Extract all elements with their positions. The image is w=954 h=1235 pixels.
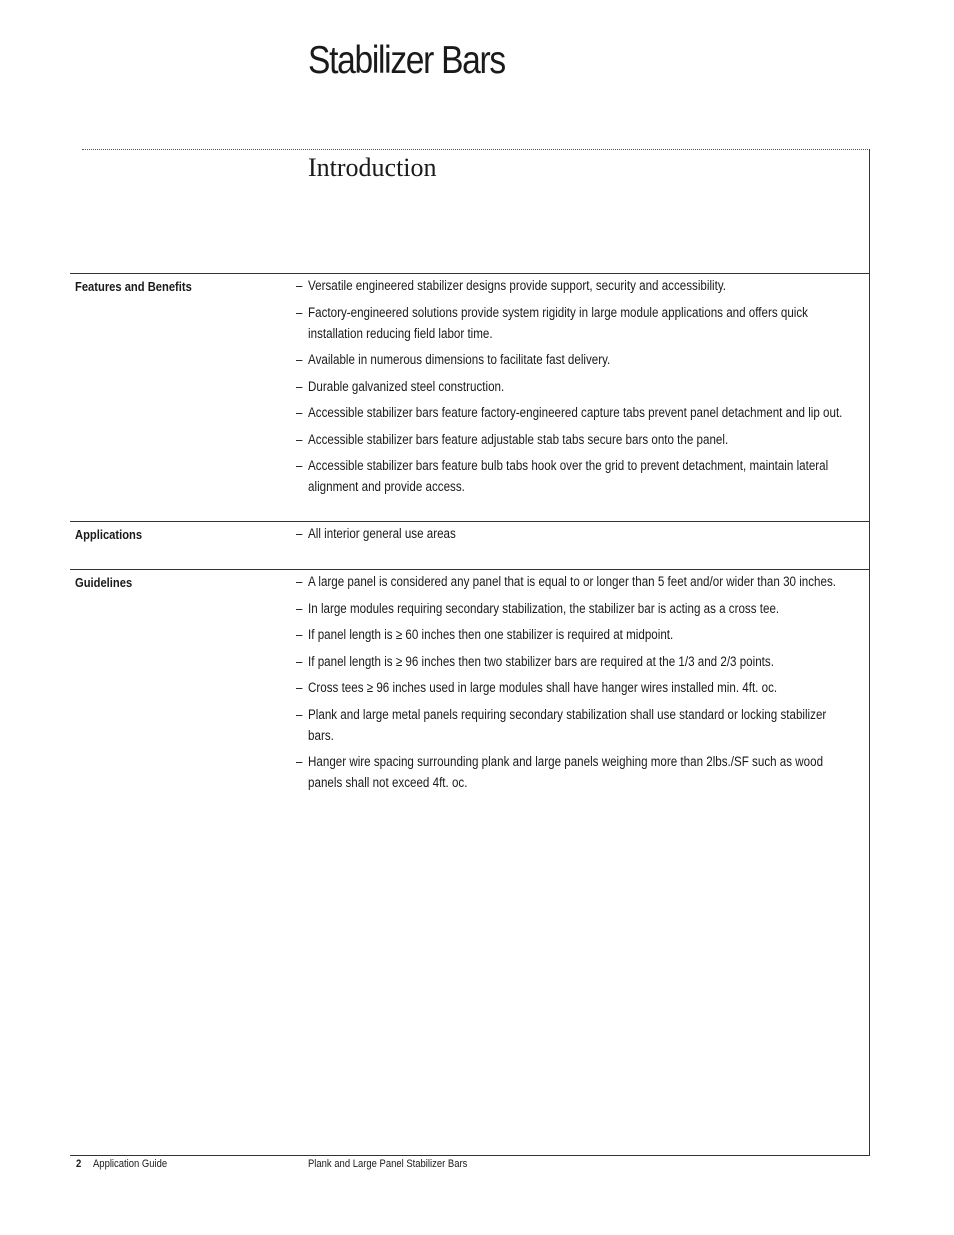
list-item: – Accessible stabilizer bars feature bulb tabs hook over the grid to prevent detachment, maintain lateral alignment and provide access. [296,455,846,497]
list-item: – Accessible stabilizer bars feature adjustable stab tabs secure bars onto the panel. [296,429,846,450]
footer-divider [70,1155,870,1156]
page-number: 2 [76,1158,82,1170]
applications-label: Applications [75,527,143,542]
guidelines-label: Guidelines [75,575,133,590]
list-item: – If panel length is ≥ 96 inches then two stabilizer bars are required at the 1/3 and 2/3 points. [296,651,846,672]
features-divider [70,273,870,274]
list-item: – All interior general use areas [296,523,846,544]
guidelines-divider [70,569,870,570]
list-item: – Versatile engineered stabilizer designs provide support, security and accessibility. [296,275,846,296]
guidelines-list [296,571,846,799]
list-item: – Accessible stabilizer bars feature factory-engineered capture tabs prevent panel detachment and lip out. [296,402,846,423]
section-heading: Introduction [308,153,437,182]
list-item: – Hanger wire spacing surrounding plank and large panels weighing more than 2lbs./SF such as wood panels shall not exceed 4ft. oc. [296,751,846,793]
list-item: – If panel length is ≥ 60 inches then one stabilizer is required at midpoint. [296,624,846,645]
applications-divider [70,521,870,522]
footer-guide-title: Application Guide [93,1158,168,1170]
right-margin-rule [869,149,870,1155]
list-item: – Durable galvanized steel construction. [296,376,846,397]
features-label: Features and Benefits [75,279,192,294]
footer-product-title: Plank and Large Panel Stabilizer Bars [308,1158,468,1170]
applications-list [296,523,846,544]
list-item: – A large panel is considered any panel that is equal to or longer than 5 feet and/or wider than 30 inches. [296,571,846,592]
dotted-divider [82,149,870,150]
list-item: – Plank and large metal panels requiring secondary stabilization shall use standard or locking stabilizer bars. [296,704,846,746]
list-item: – In large modules requiring secondary stabilization, the stabilizer bar is acting as a cross tee. [296,598,846,619]
features-list [296,275,846,503]
list-item: – Factory-engineered solutions provide system rigidity in large module applications and offers quick installation reducing field labor time. [296,302,846,344]
list-item: – Cross tees ≥ 96 inches used in large modules shall have hanger wires installed min. 4ft. oc. [296,677,846,698]
page-title: Stabilizer Bars [308,39,505,82]
list-item: – Available in numerous dimensions to facilitate fast delivery. [296,349,846,370]
